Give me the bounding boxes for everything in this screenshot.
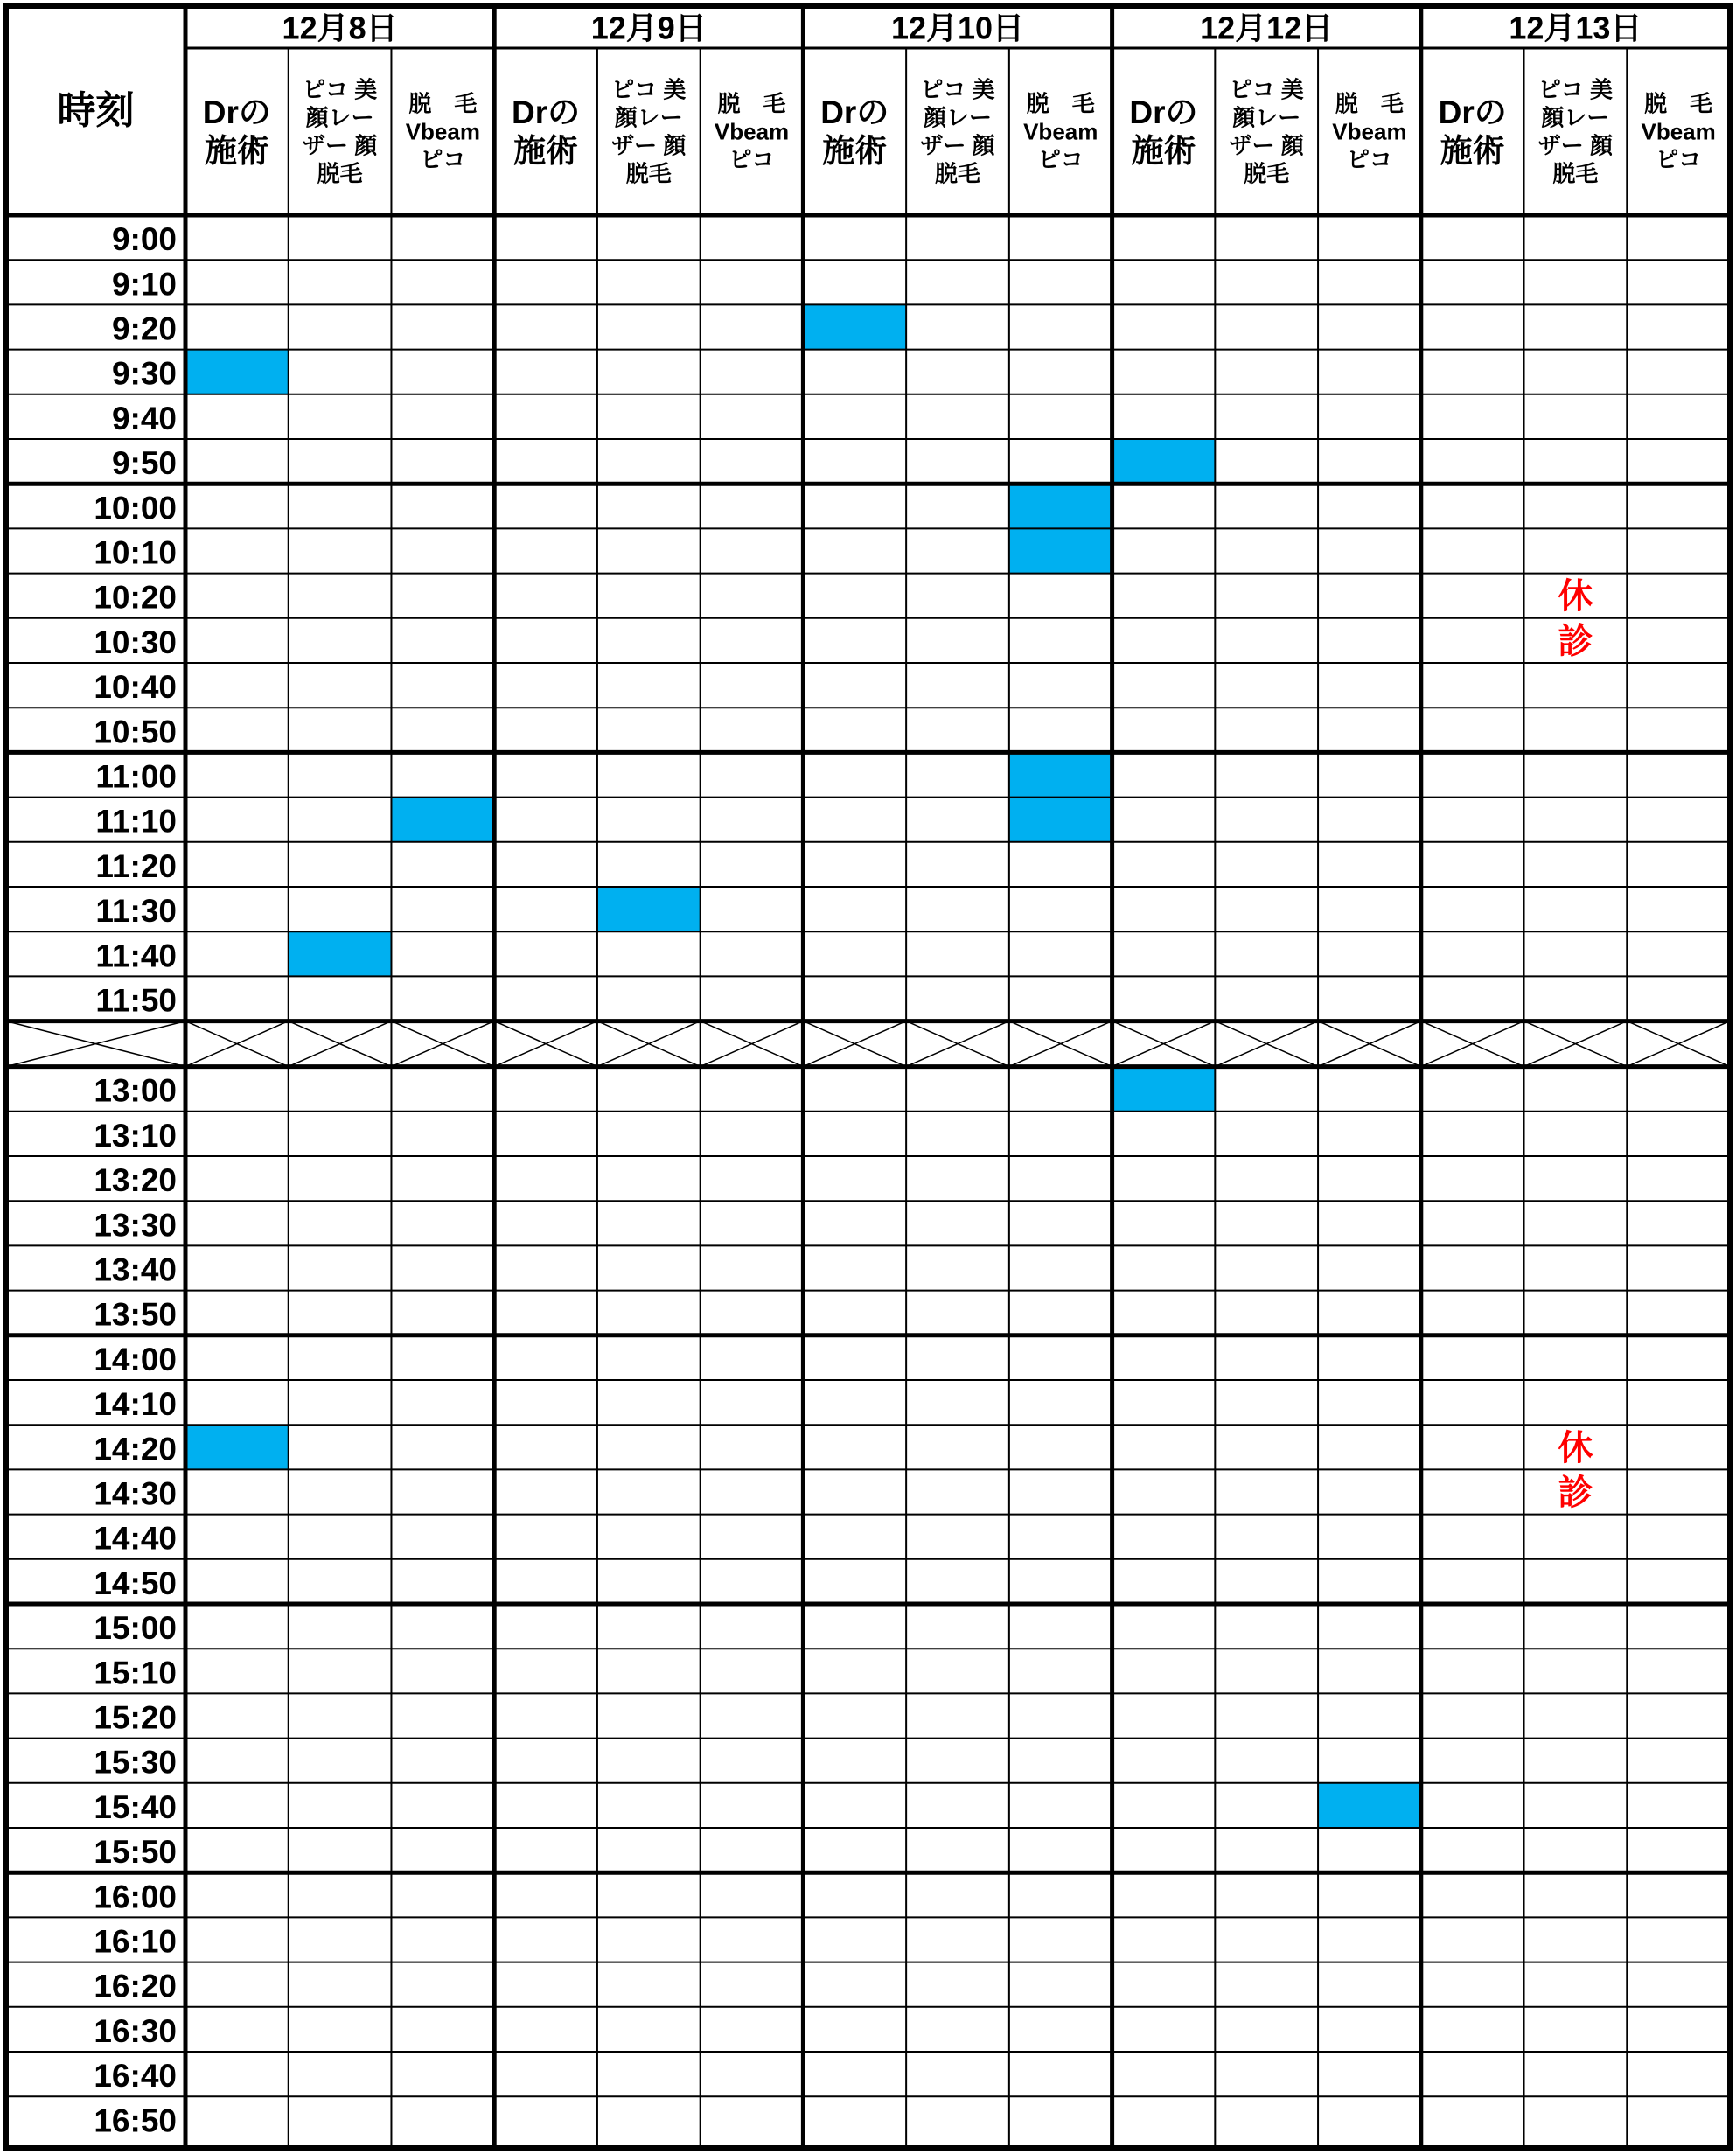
time-slot-label: 15:30 — [94, 1744, 177, 1781]
column-header-dr: Drの — [820, 94, 889, 130]
column-header-datsumo-vbeam: Vbeam — [1641, 118, 1716, 145]
column-header-datsumo-vbeam: 脱 毛 — [717, 90, 786, 117]
time-slot-label: 14:20 — [94, 1431, 177, 1467]
column-header-dr: 施術 — [822, 133, 888, 169]
column-header-datsumo-vbeam: 脱 毛 — [1335, 90, 1404, 117]
column-header-dr: Drの — [1129, 94, 1198, 130]
column-header-dr: 施術 — [204, 133, 269, 169]
closed-notice: 診 — [1558, 1474, 1593, 1512]
column-header-datsumo-vbeam: ピコ — [1037, 146, 1084, 173]
column-header-datsumo-vbeam: 脱 毛 — [408, 90, 478, 117]
column-header-pico-bigan: 脱毛 — [317, 160, 363, 187]
column-header-datsumo-vbeam: ピコ — [1346, 146, 1392, 173]
booked-slot[interactable] — [1009, 528, 1112, 573]
column-header-pico-bigan: ザー 顔 — [1229, 132, 1304, 159]
time-slot-label: 15:10 — [94, 1655, 177, 1691]
time-slot-label: 16:50 — [94, 2102, 177, 2139]
time-slot-label: 11:20 — [95, 847, 177, 884]
column-header-pico-bigan: 顔レー — [614, 104, 683, 131]
column-header-datsumo-vbeam: ピコ — [729, 146, 775, 173]
booked-slot[interactable] — [185, 350, 289, 394]
column-header-pico-bigan: ザー 顔 — [920, 132, 995, 159]
time-slot-label: 13:10 — [94, 1117, 177, 1154]
column-header-pico-bigan: 顔レー — [1232, 104, 1301, 131]
time-slot-label: 11:30 — [95, 893, 177, 930]
time-slot-label: 15:40 — [94, 1788, 177, 1825]
booked-slot[interactable] — [1009, 798, 1112, 842]
column-header-datsumo-vbeam: Vbeam — [1023, 118, 1098, 145]
time-slot-label: 15:20 — [94, 1699, 177, 1736]
time-slot-label: 9:20 — [111, 310, 177, 347]
column-header-pico-bigan: 脱毛 — [1552, 160, 1599, 187]
booked-slot[interactable] — [1112, 439, 1216, 484]
column-header-pico-bigan: 顔レー — [1541, 104, 1610, 131]
booked-slot[interactable] — [1009, 752, 1112, 797]
column-header-pico-bigan: 脱毛 — [1244, 160, 1290, 187]
date-header: 12月9日 — [590, 10, 707, 46]
booked-slot[interactable] — [597, 887, 701, 931]
time-slot-label: 16:30 — [94, 2012, 177, 2049]
column-header-datsumo-vbeam: 脱 毛 — [1026, 90, 1095, 117]
date-header: 12月12日 — [1200, 10, 1334, 46]
time-slot-label: 14:50 — [94, 1565, 177, 1601]
column-header-pico-bigan: ザー 顔 — [611, 132, 687, 159]
time-slot-label: 16:40 — [94, 2058, 177, 2095]
time-slot-label: 10:40 — [94, 669, 177, 706]
time-slot-label: 14:30 — [94, 1475, 177, 1512]
time-slot-label: 9:30 — [111, 355, 177, 392]
time-slot-label: 11:50 — [95, 982, 177, 1019]
time-slot-label: 10:20 — [94, 579, 177, 616]
time-slot-label: 13:50 — [94, 1296, 177, 1333]
booked-slot[interactable] — [391, 798, 494, 842]
date-header: 12月8日 — [282, 10, 398, 46]
column-header-pico-bigan: 顔レー — [305, 104, 374, 131]
column-header-dr: 施術 — [1131, 133, 1196, 169]
time-slot-label: 10:50 — [94, 714, 177, 750]
column-header-datsumo-vbeam: 脱 毛 — [1644, 90, 1713, 117]
time-slot-label: 9:50 — [111, 445, 177, 482]
column-header-pico-bigan: ピコ 美 — [1537, 76, 1614, 103]
date-header: 12月10日 — [890, 10, 1025, 46]
column-header-dr: 施術 — [1440, 133, 1505, 169]
time-slot-label: 14:10 — [94, 1386, 177, 1423]
column-header-pico-bigan: 脱毛 — [625, 160, 672, 187]
booked-slot[interactable] — [289, 931, 392, 976]
time-slot-label: 15:50 — [94, 1834, 177, 1871]
column-header-dr: Drの — [202, 94, 271, 130]
booked-slot[interactable] — [185, 1425, 289, 1469]
booked-slot[interactable] — [1009, 484, 1112, 528]
column-header-pico-bigan: ピコ 美 — [920, 76, 995, 103]
time-slot-label: 16:00 — [94, 1879, 177, 1915]
column-header-pico-bigan: ピコ 美 — [1229, 76, 1304, 103]
column-header-datsumo-vbeam: Vbeam — [1332, 118, 1407, 145]
time-slot-label: 14:40 — [94, 1520, 177, 1557]
time-slot-label: 11:10 — [95, 803, 177, 840]
time-slot-label: 13:40 — [94, 1251, 177, 1288]
time-slot-label: 10:10 — [94, 534, 177, 571]
column-header-pico-bigan: 脱毛 — [934, 160, 981, 187]
date-header: 12月13日 — [1509, 10, 1642, 46]
booked-slot[interactable] — [1112, 1067, 1216, 1112]
column-header-datsumo-vbeam: ピコ — [1656, 146, 1702, 173]
booked-slot[interactable] — [1318, 1783, 1421, 1828]
column-header-pico-bigan: ザー 顔 — [302, 132, 378, 159]
column-header-pico-bigan: 顔レー — [923, 104, 993, 131]
time-slot-label: 13:00 — [94, 1072, 177, 1109]
column-header-dr: Drの — [512, 94, 581, 130]
closed-notice: 休 — [1558, 577, 1593, 617]
time-slot-label: 9:10 — [111, 266, 177, 303]
time-slot-label: 14:00 — [94, 1341, 177, 1377]
time-slot-label: 13:30 — [94, 1207, 177, 1244]
column-header-pico-bigan: ピコ 美 — [611, 76, 687, 103]
closed-notice: 診 — [1558, 622, 1593, 661]
column-header-datsumo-vbeam: Vbeam — [405, 118, 480, 145]
time-slot-label: 15:00 — [94, 1610, 177, 1647]
time-slot-label: 11:40 — [95, 938, 177, 974]
time-slot-label: 10:00 — [94, 490, 177, 526]
column-header-dr: 施術 — [513, 133, 579, 169]
time-slot-label: 11:00 — [95, 758, 177, 795]
closed-notice: 休 — [1558, 1428, 1593, 1467]
column-header-dr: Drの — [1438, 94, 1507, 130]
column-header-datsumo-vbeam: Vbeam — [714, 118, 790, 145]
column-header-datsumo-vbeam: ピコ — [420, 146, 466, 173]
time-slot-label: 9:40 — [111, 400, 177, 436]
time-slot-label: 13:20 — [94, 1162, 177, 1199]
time-slot-label: 10:30 — [94, 624, 177, 660]
time-slot-label: 9:00 — [111, 221, 177, 258]
time-slot-label: 16:20 — [94, 1968, 177, 2004]
time-column-header: 時刻 — [57, 89, 135, 132]
time-slot-label: 16:10 — [94, 1923, 177, 1960]
column-header-pico-bigan: ザー 顔 — [1537, 132, 1614, 159]
column-header-pico-bigan: ピコ 美 — [302, 76, 378, 103]
booked-slot[interactable] — [803, 304, 906, 349]
